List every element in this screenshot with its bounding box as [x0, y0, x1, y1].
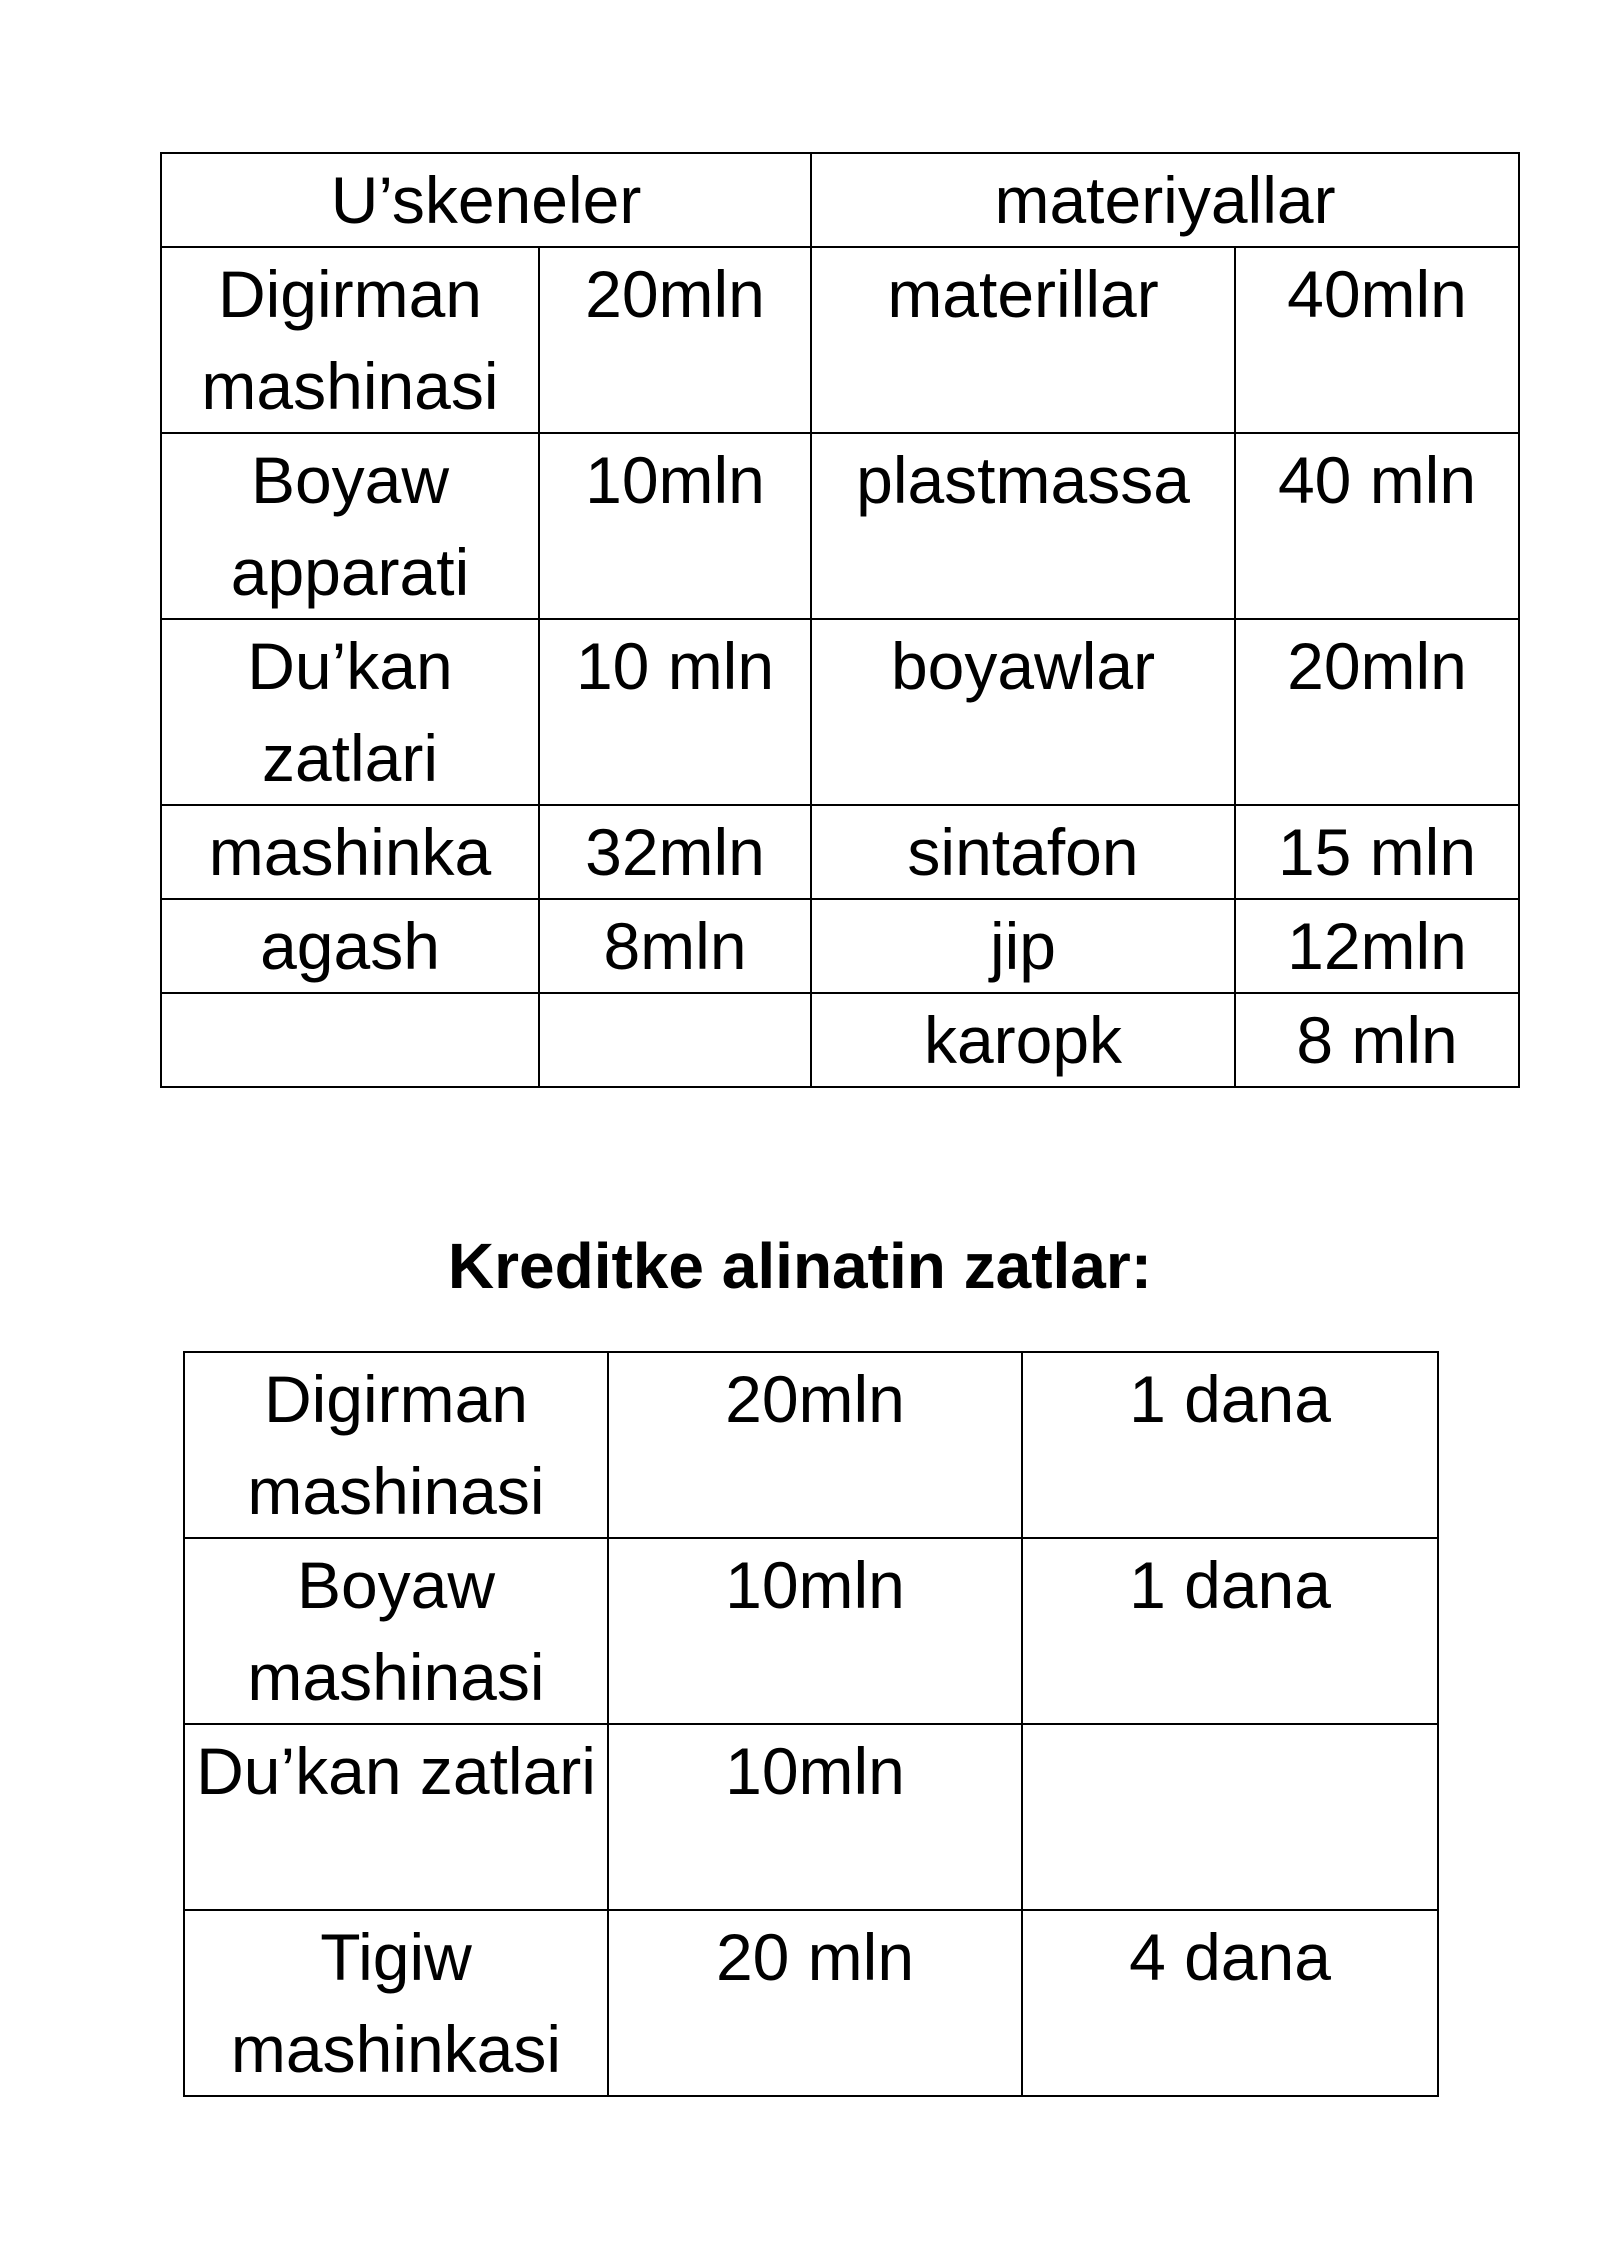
table-row: [161, 805, 1519, 899]
table-row: [184, 1538, 1438, 1724]
material-cost-cell: 12mln: [1235, 899, 1519, 993]
credit-cost-cell: 20mln: [608, 1352, 1022, 1538]
equipment-name-cell: Du’kan zatlari: [161, 619, 539, 805]
material-name-cell: plastmassa: [811, 433, 1235, 619]
credit-cost-cell: 10mln: [608, 1538, 1022, 1724]
material-name-cell: jip: [811, 899, 1235, 993]
table-row: [161, 993, 1519, 1087]
table-row: [161, 899, 1519, 993]
equipment-name-cell: Boyaw apparati: [161, 433, 539, 619]
material-name-cell: sintafon: [811, 805, 1235, 899]
table-row: [184, 1910, 1438, 2096]
equipment-cost-cell: 8mln: [539, 899, 811, 993]
equipment-name-cell: Digirman mashinasi: [161, 247, 539, 433]
credit-quantity-cell: 4 dana: [1022, 1910, 1438, 2096]
equipment-header: U’skeneler: [161, 153, 811, 247]
material-cost-cell: 8 mln: [1235, 993, 1519, 1087]
credit-item-cell: Digirman mashinasi: [184, 1352, 608, 1538]
credit-quantity-cell: 1 dana: [1022, 1538, 1438, 1724]
table-row: [184, 1724, 1438, 1910]
equipment-cost-cell: 32mln: [539, 805, 811, 899]
material-name-cell: karopk: [811, 993, 1235, 1087]
table-row: [161, 619, 1519, 805]
credit-items-table: [183, 1351, 1439, 2097]
materials-header: materiyallar: [811, 153, 1519, 247]
equipment-cost-cell: [539, 993, 811, 1087]
material-cost-cell: 15 mln: [1235, 805, 1519, 899]
equipment-cost-cell: 20mln: [539, 247, 811, 433]
equipment-name-cell: mashinka: [161, 805, 539, 899]
material-name-cell: boyawlar: [811, 619, 1235, 805]
equipment-cost-cell: 10mln: [539, 433, 811, 619]
credit-quantity-cell: 1 dana: [1022, 1352, 1438, 1538]
equipment-name-cell: [161, 993, 539, 1087]
credit-item-cell: Tigiw mashinkasi: [184, 1910, 608, 2096]
material-cost-cell: 20mln: [1235, 619, 1519, 805]
material-name-cell: materillar: [811, 247, 1235, 433]
equipment-materials-table: [160, 152, 1520, 1088]
equipment-cost-cell: 10 mln: [539, 619, 811, 805]
credit-item-cell: Boyaw mashinasi: [184, 1538, 608, 1724]
table-row: [161, 433, 1519, 619]
material-cost-cell: 40 mln: [1235, 433, 1519, 619]
material-cost-cell: 40mln: [1235, 247, 1519, 433]
table-row: [184, 1352, 1438, 1538]
credit-cost-cell: 10mln: [608, 1724, 1022, 1910]
credit-quantity-cell: [1022, 1724, 1438, 1910]
equipment-name-cell: agash: [161, 899, 539, 993]
credit-section-heading: Kreditke alinatin zatlar:: [447, 1230, 1153, 1302]
table-header-row: [161, 153, 1519, 247]
credit-cost-cell: 20 mln: [608, 1910, 1022, 2096]
credit-item-cell: Du’kan zatlari: [184, 1724, 608, 1910]
table-row: [161, 247, 1519, 433]
